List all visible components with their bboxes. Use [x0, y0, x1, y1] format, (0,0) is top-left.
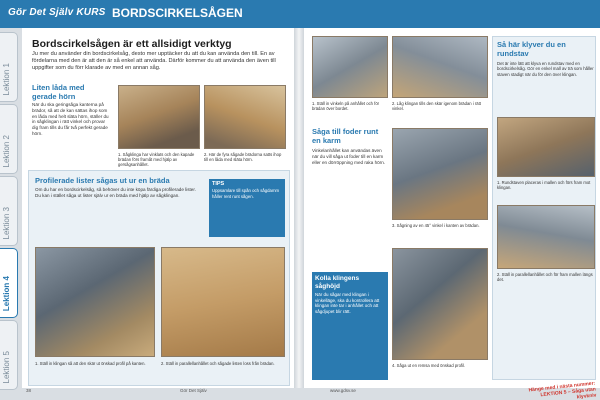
caption-8: 4. Såga ut en remsa med önskad profil. — [392, 363, 466, 368]
photo-cut-strip — [161, 247, 285, 357]
tab-lesson-4[interactable]: Lektion 4 — [0, 248, 18, 318]
blade-text: När du sågar med klingan i vinkelläge, ska du kontrollera att klingan inte tar i anhållet och att sågdjupet blir rätt. — [315, 292, 380, 315]
caption-7: 3. Sågning av en 45° vinkel i kanten av brädan. — [392, 223, 480, 228]
left-page — [22, 28, 294, 388]
photo-lower-blade — [392, 36, 488, 98]
photo-profile-strip — [392, 248, 488, 360]
lesson-tabs — [0, 28, 22, 390]
photo-dowel-fence — [497, 205, 595, 269]
article-title: Bordscirkelsågen är ett allsidigt verktyg — [32, 38, 232, 50]
section-text-profiles: Om du har en bordscirkelsåg, så behöver du inte köpa färdiga profilerade lister. Du kan i stället såga ut lister själv ur en bräda med hjälp av sågklingan. — [35, 187, 196, 198]
page-topic: BORDSCIRKELSÅGEN — [112, 6, 243, 20]
tab-lesson-5[interactable]: Lektion 5 — [0, 320, 18, 390]
header-bar — [0, 0, 600, 28]
article-intro: Ju mer du använder din bordscirkelsåg, desto mer upptäcker du att du kan använda den till. En av fördelarna med den är att den är så enkel att använda. Därför kommer du att använda den även till uppgifter som du förr klarade av med en annan såg. — [32, 51, 276, 71]
caption-2: 2. Här de fyra sågade brädorna satts ihop till en låda med släta hörn. — [204, 152, 282, 163]
caption-3: 1. Ställ in klingan så att den skär ut önskad profil på kanten. — [35, 361, 146, 366]
photo-45-degree-cut — [392, 128, 488, 220]
caption-1: 1. Sågklinga har vinklats och den kapade brädan förs framåt med hjälp av gersågsanhållet. — [118, 152, 195, 168]
photo-dowel-jig — [497, 117, 595, 177]
section-text-box: När du ska geringsåga kanterna på brädor, så att de kan sättas ihop som en låda med helt släta hörn, ställer du in sågklingan i rätt vinkel och provar dig fram tills du får två perfekt gerade hörn. — [32, 102, 109, 136]
brand-logo: Gör Det Själv KURS — [8, 7, 106, 18]
page-gutter — [294, 28, 304, 388]
photo-finished-box — [204, 85, 286, 149]
footer-magazine: Gör Det Själv — [180, 388, 207, 393]
tip-box — [209, 179, 285, 237]
photo-blade-setting — [35, 247, 155, 357]
tab-lesson-2[interactable]: Lektion 2 — [0, 104, 18, 174]
section-heading-box: Liten låda med gerade hörn — [32, 83, 85, 101]
section-text-frame: Vinkelanhållet kan användas även när du vill såga ut foder till en karm eller en dörröppning med raka hörn. — [312, 148, 386, 165]
tip-label: TIPS — [212, 181, 225, 187]
footer-url: www.gdsv.se — [330, 388, 356, 393]
caption-4: 2. Ställ in parallellanhållet och sågade listen loss från brädan. — [161, 361, 275, 366]
page-number-left: 38 — [26, 388, 32, 393]
caption-dowel-1: 1. Rundstaven placeras i mallen och förs fram mot klingan. — [497, 180, 591, 191]
photo-angle-fence — [312, 36, 388, 98]
section-heading-frame: Såga till foder runt en karm — [312, 127, 379, 145]
right-page — [304, 28, 600, 388]
section-heading-dowel: Så här klyver du en rundstav — [497, 40, 566, 58]
dowel-howto-box — [492, 36, 596, 380]
tip-text: Uppsamlare till spån och sågdamm håller rent runt sågen. — [212, 188, 280, 199]
tab-lesson-3[interactable]: Lektion 3 — [0, 176, 18, 246]
blade-heading: Kolla klingens såghöjd — [315, 275, 360, 290]
section-text-dowel: Det är inte lätt att klyva en rundstav med en bordscirkelsåg. Gör en enkel mall av trä som håller staven stadigt när du för den över klingan. — [497, 61, 594, 77]
next-issue-teaser: Hänge med i nästa nummer: LEKTION 5 – Såga utan klyvkniv — [528, 380, 597, 400]
tab-lesson-1[interactable]: Lektion 1 — [0, 32, 18, 102]
caption-5: 1. Ställ in vinkeln på anhållet och för brädan över bordet. — [312, 101, 380, 112]
caption-dowel-2: 2. Ställ in parallellanhållet och för fram mallen längs det. — [497, 272, 593, 283]
photo-sawing-miter — [118, 85, 200, 149]
profile-strips-box — [28, 170, 290, 386]
section-heading-profiles: Profilerade lister sågas ut ur en bräda — [35, 176, 170, 185]
caption-6: 2. Låg klingan tills den skär igenom brädan i rätt vinkel. — [392, 101, 481, 112]
blade-height-box — [312, 272, 388, 380]
